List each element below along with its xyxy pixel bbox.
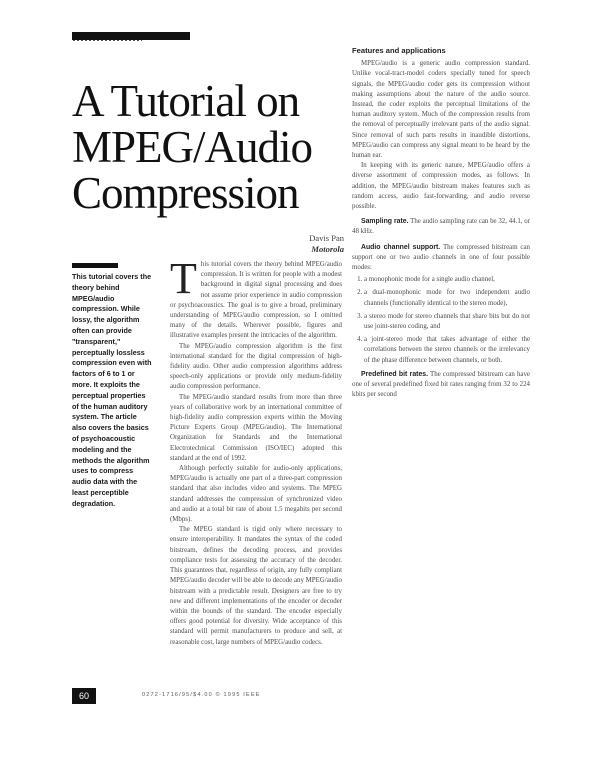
- channel-modes-list: [352, 275, 530, 366]
- abstract: This tutorial covers the theory behind MPEG/audio compression. While lossy, the algorithm often can provide "transparent," perceptually lossless compression even with factors of 6 to 1 or more. It exploits the perceptual properties of the human auditory system. The article also covers the basics of psychoacoustic modeling and the methods the algorithm uses to compress audio data with the least perceptible degradation.: [72, 272, 152, 508]
- sampling-rate-paragraph: [352, 217, 530, 237]
- intro-paragraph-2: The MPEG/audio compression algorithm is the first international standard for the digital compression of high-fidelity audio. Other audio compression algorithms address speech-only applications or provide only medium-fidelity audio compression performance.: [170, 342, 342, 391]
- byline: [230, 233, 344, 255]
- author-name: Davis Pan: [309, 233, 344, 243]
- list-item: 2. a dual-monophonic mode for two independent audio channels (functionally identical to the stereo mode),: [364, 288, 530, 308]
- section-heading-features: Features and applications: [352, 46, 446, 55]
- intro-paragraph-3: The MPEG/audio standard results from more than three years of collaborative work by an international committee of high-fidelity audio compression experts within the Moving Picture Experts Group (MPEG/audio). The International Organization for Standards and the International Electrotechnical Commission (ISO/IEC) adopted this standard at the end of 1992.: [170, 393, 342, 462]
- channel-support-paragraph: [352, 243, 530, 274]
- sampling-rate-text: The audio sampling rate can be 32, 44.1, or 48 kHz.: [352, 218, 530, 236]
- sampling-rate-label: Sampling rate.: [361, 218, 409, 226]
- channel-support-text: The compressed bitstream can support one or two audio channels in one of four possible modes:: [352, 243, 530, 272]
- footer-magazine: 0272-1716/95/$4.00 © 1995 IEEE: [142, 692, 261, 698]
- author-affiliation: Motorola: [311, 244, 344, 254]
- bit-rates-paragraph: [352, 370, 530, 401]
- features-paragraph-2: In keeping with its generic nature, MPEG/audio offers a diverse assortment of compression modes, as follows. In addition, the MPEG/audio bitstream makes features such as random access, audio fast-forwarding, and audio reverse possible.: [352, 162, 530, 211]
- intro-paragraph-5: The MPEG standard is rigid only where necessary to ensure interoperability. It mandates the syntax of the coded bitstream, defines the decoding process, and provides compliance tests for assessing the accuracy of the decoder. This guarantees that, regardless of origin, any fully compliant MPEG/audio decoder will be able to decode any MPEG/audio bitstream with a predictable result. Designers are free to try new and different implementations of the encoder or decoder within the bounds of the standard. The encoder especially offers good potential for diversity. Wide acceptance of this standard will permit manufacturers to produce and sell, at reasonable cost, large numbers of MPEG/audio codecs.: [170, 526, 342, 646]
- body-column-middle: [170, 254, 342, 648]
- article-title: A Tutorial on MPEG/Audio Compression: [72, 76, 313, 218]
- bit-rates-text: The compressed bitstream can have one of several predefined fixed bit rates ranging from 32 to 224 kbits per second: [352, 370, 530, 399]
- list-item: 4. a joint-stereo mode that takes advantage of either the correlations between the stereo channels or the irrelevancy of the phase difference between channels, or both.: [364, 335, 530, 366]
- list-item: 3. a stereo mode for stereo channels that share bits but do not use joint-stereo coding, and: [364, 312, 530, 332]
- page-number: 60: [72, 688, 96, 704]
- bit-rates-label: Predefined bit rates.: [361, 370, 429, 378]
- header-rule-speckle: [72, 38, 142, 43]
- abstract-rule: [72, 263, 118, 268]
- features-paragraph-1: MPEG/audio is a generic audio compression standard. Unlike vocal-tract-model coders specially tuned for speech signals, the MPEG/audio coder gets its compression without making assumptions about the nature of the audio source. Instead, the coder exploits the perceptual limitations of the human auditory system. Much of the compression results from the removal of perceptually irrelevant parts of the audio signal. Since removal of such parts results in inaudible distortions, MPEG/audio can compress any signal meant to be heard by the human ear.: [352, 60, 530, 160]
- list-item: 1. a monophonic mode for a single audio channel,: [364, 275, 530, 285]
- channel-support-label: Audio channel support.: [361, 243, 441, 251]
- body-column-right: [352, 40, 530, 401]
- drop-cap: T: [170, 254, 197, 303]
- intro-paragraph-4: Although perfectly suitable for audio-only applications, MPEG/audio is actually one part of a three-part compression standard that also includes video and systems. The MPEG standard addresses the compression of synchronized video and audio at a total bit rate of about 1.5 megabits per second (Mbps).: [170, 465, 342, 524]
- intro-text-1: his tutorial covers the theory behind MPEG/audio compression. It is written for people with a modest background in digital signal processing and does not assume prior experience in audio compression or psychoacoustics. The goal is to give a broad, preliminary understanding of MPEG/audio compression, so I omitted many of the details. Wherever possible, figures and illustrative examples present the intricacies of the algorithm.: [170, 261, 342, 340]
- intro-paragraph-1: [170, 254, 342, 342]
